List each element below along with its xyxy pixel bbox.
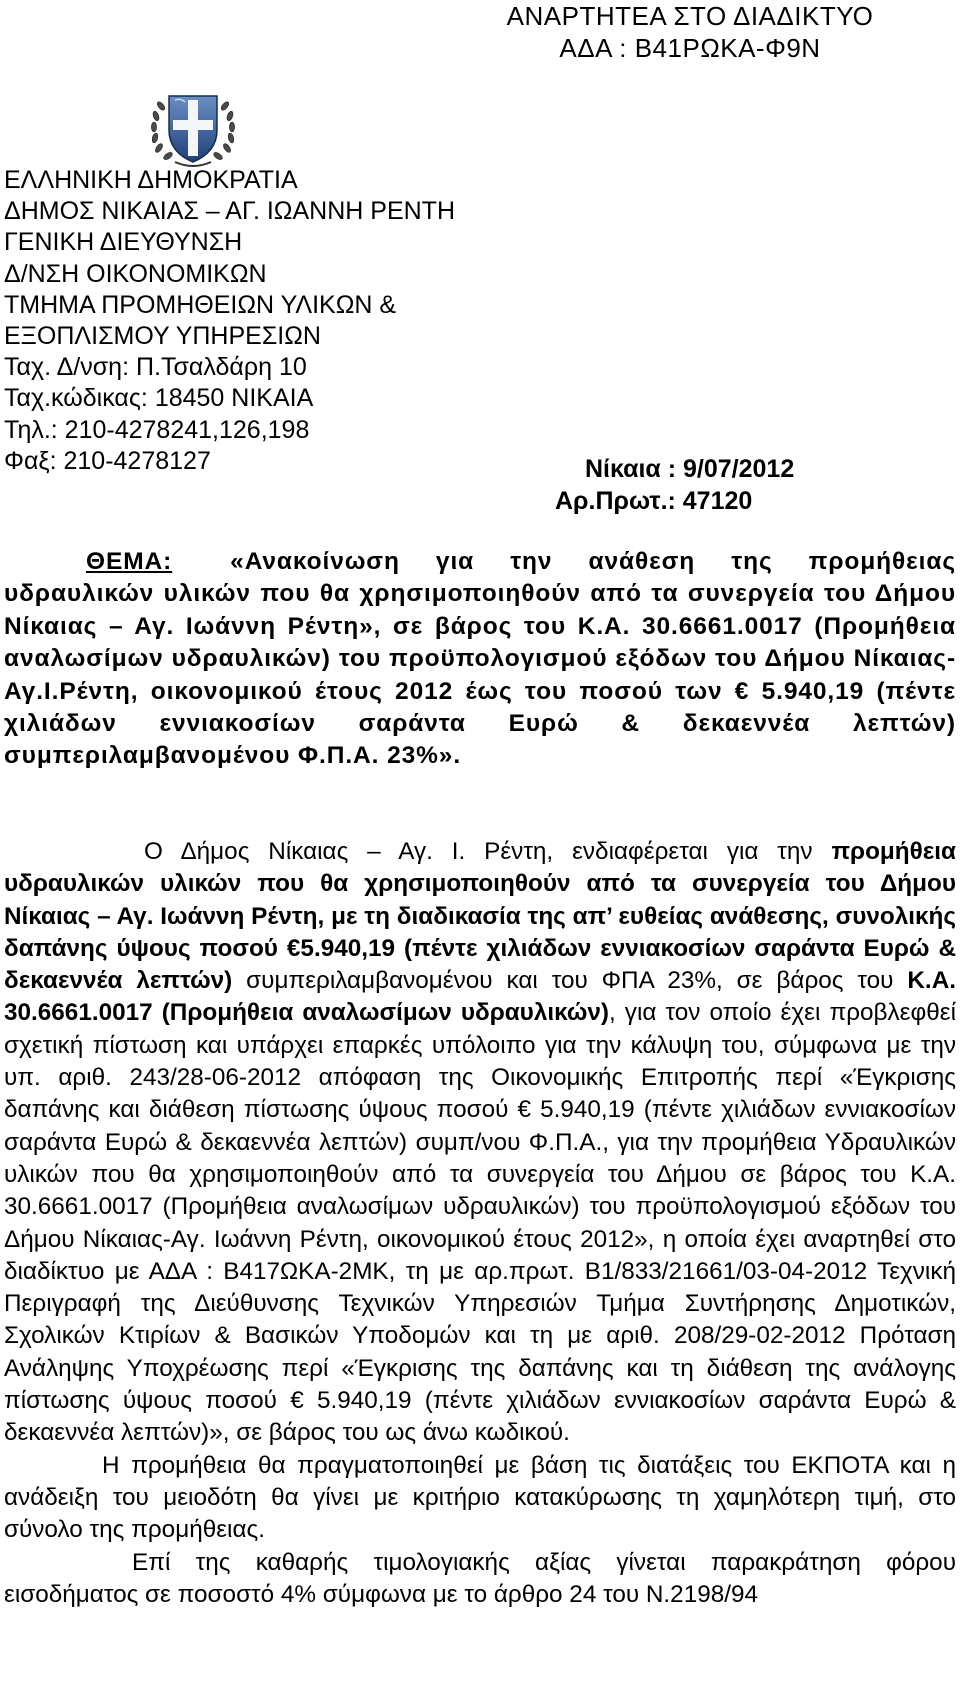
body-paragraph-1 [4,836,956,1450]
date-protocol-block [555,453,915,517]
header-line-postcode: Ταχ.κώδικας: 18450 ΝΙΚΑΙΑ [4,384,314,413]
body-p1-procurement: προμήθεια υδραυλικών υλικών που θα χρησιμοποιηθούν από τα συνεργεία του Δήμου Νίκαιας – Αγ. Ιωάννη Ρέντη, με τη διαδικασία της απ’ ευθείας ανάθεσης, συνολικής δαπάνης ύψους ποσού €5.940,19 (πέντε χιλιάδων εννιακοσίων σαράντα Ευρώ & δεκαεννέα λεπτών) [4,838,956,995]
publication-notice [490,0,890,64]
ada-code: ΑΔΑ : Β41ΡΩΚΑ-Φ9Ν [559,33,821,63]
header-line-directorate: ΓΕΝΙΚΗ ΔΙΕΥΘΥΝΣΗ [4,228,243,257]
issuer-header [4,165,464,477]
header-line-department: ΤΜΗΜΑ ΠΡΟΜΗΘΕΙΩΝ ΥΛΙΚΩΝ & [4,290,397,319]
subject-text: «Ανακοίνωση για την ανάθεση της προμήθειας υδραυλικών υλικών που θα χρησιμοποιηθούν από τα συνεργεία του Δήμου Νίκαιας – Αγ. Ιωάννη Ρέντη», σε βάρος του Κ.Α. 30.6661.0017 (Προμήθεια αναλωσίμων υδραυλικών) του προϋπολογισμού εξόδων του Δήμου Νίκαιας-Αγ.Ι.Ρέντη, οικονομικού έτους 2012 έως του ποσού των € 5.940,19 (πέντε χιλιάδων εννιακοσίων σαράντα Ευρώ & δεκαεννέα λεπτών) συμπεριλαμβανομένου Φ.Π.Α. 23%». [4,548,956,770]
header-line-republic: ΕΛΛΗΝΙΚΗ ΔΗΜΟΚΡΑΤΙΑ [4,166,298,194]
header-line-fax: Φαξ: 210-4278127 [4,446,211,475]
header-line-finance: Δ/ΝΣΗ ΟΙΚΟΝΟΜΙΚΩΝ [4,259,267,288]
header-line-address: Ταχ. Δ/νση: Π.Τσαλδάρη 10 [4,353,307,382]
publication-notice-line1: ΑΝΑΡΤΗΤΕΑ ΣΤΟ ΔΙΑΔΙΚΤΥΟ [506,1,874,31]
greek-coat-of-arms-icon [145,86,241,172]
announcement-body [4,836,956,1611]
body-p1-details: , για τον οποίο έχει προβλεφθεί σχετική πίστωση και υπάρχει επαρκές υπόλοιπο για την κάλυψη του, σύμφωνα με την υπ. αριθ. 243/28-06-2012 απόφαση της Οικονομικής Επιτροπής περί «Έγκρισης δαπάνης και διάθεση πίστωσης ύψους ποσού € 5.940,19 (πέντε χιλιάδων εννιακοσίων σαράντα Ευρώ & δεκαεννέα λεπτών) συμπ/νου Φ.Π.Α., για την προμήθεια Υδραυλικών υλικών που θα χρησιμοποιηθούν από τα συνεργεία του Δήμου σε βάρος του Κ.Α. 30.6661.0017 (Προμήθεια αναλωσίμων υδραυλικών) του προϋπολογισμού εξόδων του Δήμου Νίκαιας-Αγ. Ιωάννη Ρέντη, οικονομικού έτους 2012», η οποία έχει αναρτηθεί στο διαδίκτυο με ΑΔΑ : Β417ΩΚΑ-2ΜΚ, τη με αρ.πρωτ. Β1/833/21661/03-04-2012 Τεχνική Περιγραφή της Διεύθυνσης Τεχνικών Υπηρεσιών Τμήμα Συντήρησης Δημοτικών, Σχολικών Κτιρίων & Βασικών Υποδομών και τη με αριθ. 208/29-02-2012 Πρόταση Ανάληψης Υποχρέωσης περί «Έγκρισης της δαπάνης και τη διάθεση της ανάλογης πίστωσης ύψους ποσού € 5.940,19 (πέντε χιλιάδων εννιακοσίων σαράντα Ευρώ & δεκαεννέα λεπτών)», σε βάρος του ως άνω κωδικού. [4,999,957,1447]
body-p1-budget-code: Κ.Α. 30.6661.0017 (Προμήθεια αναλωσίμων υδραυλικών) [4,967,956,1027]
protocol-number: Αρ.Πρωτ.: 47120 [555,487,753,515]
header-line-municipality: ΔΗΜΟΣ ΝΙΚΑΙΑΣ – ΑΓ. ΙΩΑΝΝΗ ΡΕΝΤΗ [4,197,456,226]
header-line-equipment: ΕΞΟΠΛΙΣΜΟΥ ΥΠΗΡΕΣΙΩΝ [4,322,321,351]
body-p1-intro: Ο Δήμος Νίκαιας – Αγ. Ι. Ρέντη, ενδιαφέρεται για την [144,838,832,865]
subject-label: ΘΕΜΑ: [86,548,173,575]
body-p1-vat: συμπεριλαμβανομένου και του ΦΠΑ 23%, σε βάρος του [232,967,908,995]
header-line-phone: Τηλ.: 210-4278241,126,198 [4,415,310,444]
body-paragraph-3: Επί της καθαρής τιμολογιακής αξίας γίνεται παρακράτηση φόρου εισοδήματος σε ποσοστό 4% σύμφωνα με το άρθρο 24 του Ν.2198/94 [4,1548,956,1608]
subject-paragraph [4,546,956,773]
body-paragraph-2: Η προμήθεια θα πραγματοποιηθεί με βάση τις διατάξεις του ΕΚΠΟΤΑ και η ανάδειξη του μειοδότη θα γίνει με κριτήριο κατακύρωσης τη χαμηλότερη τιμή, στο σύνολο της προμήθειας. [4,1451,956,1544]
document-date: Νίκαια : 9/07/2012 [585,455,795,483]
